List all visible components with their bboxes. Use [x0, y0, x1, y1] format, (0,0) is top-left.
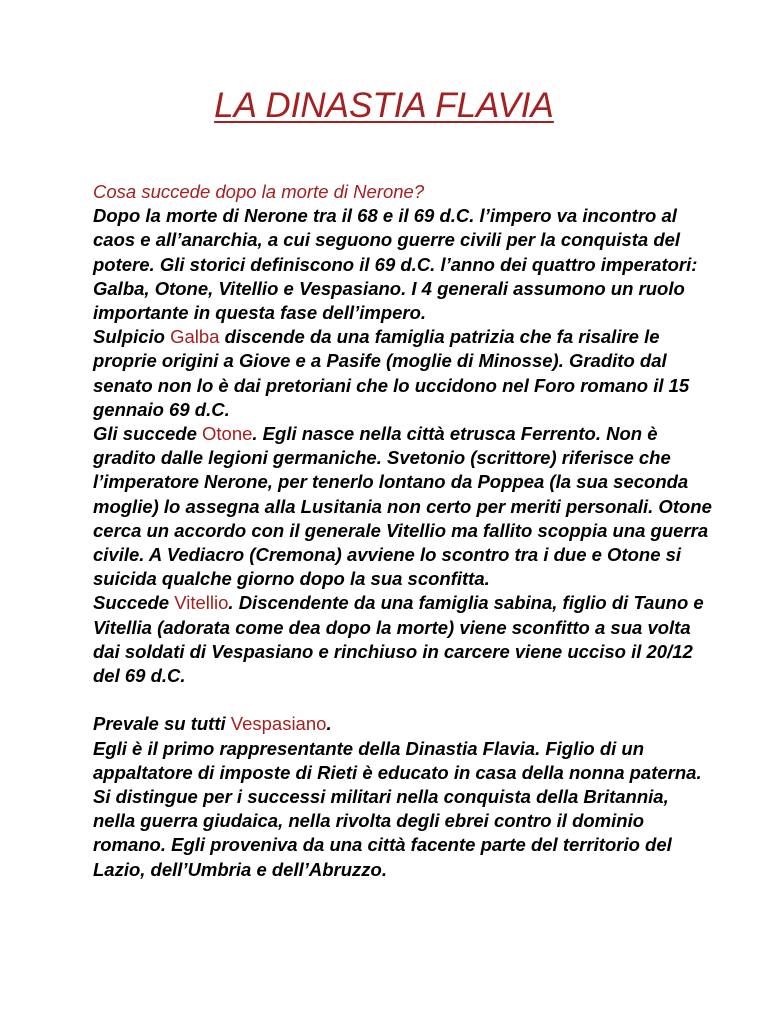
vespasiano-heading: [93, 712, 713, 736]
otone-paragraph: [93, 422, 713, 591]
intro-paragraph: Dopo la morte di Nerone tra il 68 e il 69 d.C. l’impero va incontro al caos e all’anarchia, a cui seguono guerre civili per la conquista del potere. Gli storici definiscono il 69 d.C. l’anno dei quattro imperatori: Galba, Otone, Vitellio e Vespasiano. I 4 generali assumono un ruolo importante in questa fase dell’impero.: [93, 205, 698, 324]
vitellio-text: . Discendente da una famiglia sabina, figlio di Tauno e Vitellia (adorata come dea dopo la morte) viene sconfitto a sua volta dai soldati di Vespasiano e rinchiuso in carcere viene ucciso il 20/12 del 69 d.C.: [93, 592, 704, 687]
vespasiano-name: Vespasiano: [230, 713, 327, 735]
galba-text: discende da una famiglia patrizia che fa risalire le proprie origini a Giove e a Pasife (moglie di Minosse). Gradito dal senato non lo è dai pretoriani che lo uccidono nel Foro romano il 15 gennaio 69 d.C.: [93, 326, 690, 420]
galba-name: Galba: [170, 326, 220, 348]
paragraph-spacer: [93, 688, 713, 712]
vespasiano-lead: Prevale su tutti: [93, 713, 231, 735]
vitellio-lead: Succede: [93, 592, 175, 614]
galba-lead: Sulpicio: [93, 326, 171, 348]
vitellio-paragraph: [93, 591, 713, 688]
section-question: Cosa succede dopo la morte di Nerone?: [93, 181, 425, 202]
galba-paragraph: [93, 325, 713, 422]
page-title: LA DINASTIA FLAVIA: [214, 86, 554, 125]
otone-name: Otone: [202, 423, 253, 445]
otone-text: . Egli nasce nella città etrusca Ferrento. Non è gradito dalle legioni germaniche. Svetonio (scrittore) riferisce che l’imperatore Nerone, per tenerlo lontano da Poppea (la sua seconda moglie) lo assegna alla Lusitania non certo per meriti personali. Otone cerca un accordo con il generale Vitellio ma fallito scoppia una guerra civile. A Vediacro (Cremona) avviene lo scontro tra i due e Otone si suicida qualche giorno dopo la sua sconfitta.: [93, 423, 712, 590]
vitellio-name: Vitellio: [174, 592, 229, 614]
vespasiano-text: .: [326, 713, 332, 735]
document-body: [93, 180, 713, 882]
closing-paragraph: Egli è il primo rappresentante della Dinastia Flavia. Figlio di un appaltatore di imposte di Rieti è educato in casa della nonna paterna. Si distingue per i successi militari nella conquista della Britannia, nella guerra giudaica, nella rivolta degli ebrei contro il dominio romano. Egli proveniva da una città facente parte del territorio del Lazio, dell’Umbria e dell’Abruzzo.: [93, 737, 702, 880]
otone-lead: Gli succede: [93, 423, 202, 445]
